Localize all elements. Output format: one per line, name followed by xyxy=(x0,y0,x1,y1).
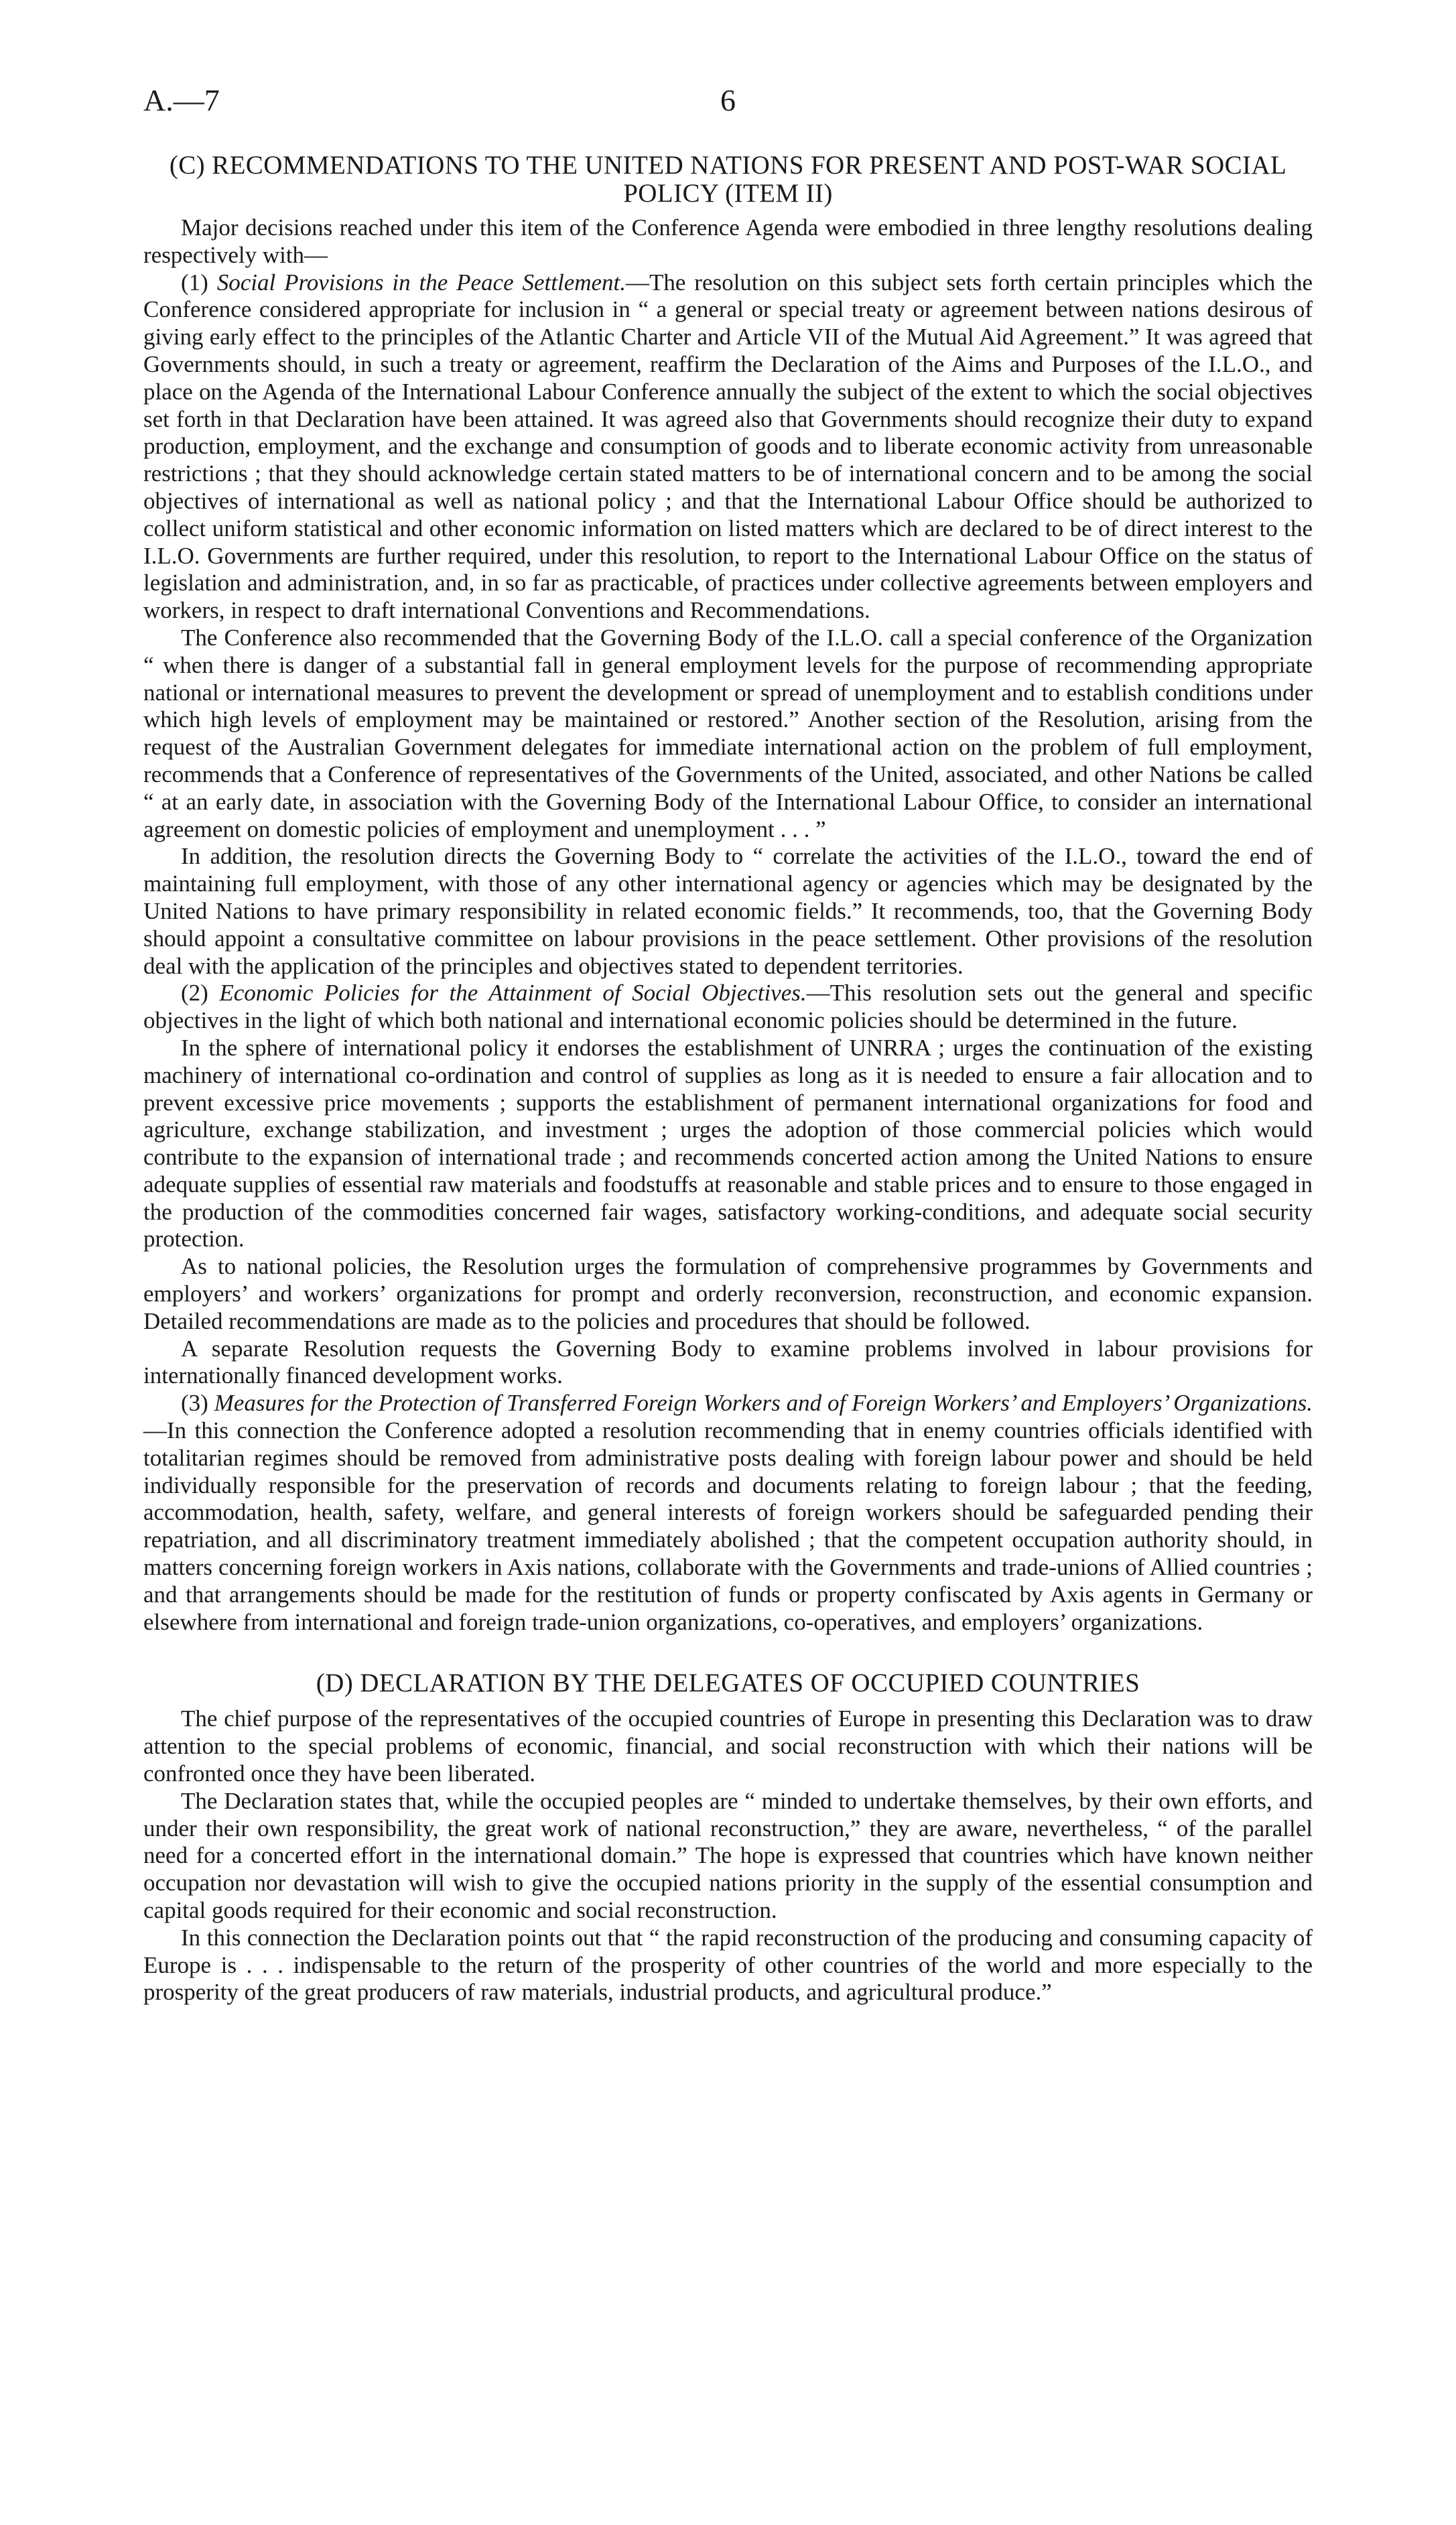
section-c-paragraph-6: As to national policies, the Resolution urges the formulation of comprehensive programmes by Governments and employers’ and workers’ organizations for prompt and orderly reconversion, reconstruction, and economic expansion. Detailed recommendations are made as to the policies and procedures that should be followed. xyxy=(143,1253,1313,1334)
section-c xyxy=(143,151,1313,1636)
section-d-title: (D) DECLARATION BY THE DELEGATES OF OCCUPIED COUNTRIES xyxy=(316,1669,1140,1698)
section-c-intro: Major decisions reached under this item of the Conference Agenda were embodied in three lengthy resolutions dealing respectively with— xyxy=(143,214,1313,268)
item-number: (1) xyxy=(181,269,217,296)
section-c-paragraph-2: The Conference also recommended that the Governing Body of the I.L.O. call a special conference of the Organization “ when there is danger of a substantial fall in general employment levels for the purpose of recommending appropriate national or international measures to prevent the development or spread of unemployment and to establish conditions under which high levels of employment may be maintained or restored.” Another section of the Resolution, arising from the request of the Australian Government delegates for immediate international action on the problem of full employment, recommends that a Conference of representatives of the Governments of the United, associated, and other Nations be called “ at an early date, in association with the Governing Body of the International Labour Office, to consider an international agreement on domestic policies of employment and unemployment . . . ” xyxy=(143,624,1313,842)
section-d-paragraph-3: In this connection the Declaration points out that “ the rapid reconstruction of the producing and consuming capacity of Europe is . . . indispensable to the return of the prosperity of other countries of the world and more especially to the prosperity of the great producers of raw materials, industrial products, and agricultural produce.” xyxy=(143,1924,1313,2006)
section-c-paragraph-1 xyxy=(143,269,1313,625)
item-body: —In this connection the Conference adopted a resolution recommending that in enemy countries officials identified with totalitarian regimes should be removed from administrative posts dealing with foreign labour power and should be held individually responsible for the preservation of records and documents relating to foreign labour ; that the feeding, accommodation, health, safety, welfare, and general interests of foreign workers should be safeguarded pending their repatriation, and all discriminatory treatment immediately abolished ; that the competent occupation authority should, in matters concerning foreign workers in Axis nations, collaborate with the Governments and trade-unions of Allied countries ; and that arrangements should be made for the restitution of funds or property confiscated by Axis agents in Germany or elsewhere from international and foreign trade-union organizations, co-operatives, and employers’ organizations. xyxy=(143,1417,1313,1635)
item-heading: Economic Policies for the Attainment of Social Objectives. xyxy=(219,980,807,1007)
document-reference: A.—7 xyxy=(143,83,220,117)
item-body: —The resolution on this subject sets forth certain principles which the Conference considered appropriate for inclusion in “ a general or special treaty or agreement between nations desirous of giving early effect to the principles of the Atlantic Charter and Article VII of the Mutual Aid Agreement.” It was agreed that Governments should, in such a treaty or agreement, reaffirm the Declaration of the Aims and Purposes of the I.L.O., and place on the Agenda of the International Labour Conference annually the subject of the extent to which the social objectives set forth in that Declaration have been attained. It was agreed also that Governments should recognize their duty to expand production, employment, and the exchange and consumption of goods and to liberate economic activity from unreasonable restrictions ; that they should acknowledge certain stated matters to be of international concern and to be among the social objectives of international as well as national policy ; and that the International Labour Office should be authorized to collect uniform statistical and other economic information on listed matters which are declared to be of direct interest to the I.L.O. Governments are further required, under this resolution, to report to the International Labour Office on the status of legislation and administration, and, in so far as practicable, of practices under collective agreements between employers and workers, in respect to draft international Conventions and Recommendations. xyxy=(143,269,1313,624)
section-c-title: (C) RECOMMENDATIONS TO THE UNITED NATIONS FOR PRESENT AND POST-WAR SOCIAL POLICY (ITEM II) xyxy=(169,151,1287,208)
item-heading: Measures for the Protection of Transferred Foreign Workers and of Foreign Workers’ and Employers’ Organizations. xyxy=(214,1390,1313,1417)
item-number: (3) xyxy=(181,1390,214,1417)
section-c-paragraph-3: In addition, the resolution directs the Governing Body to “ correlate the activities of the I.L.O., toward the end of maintaining full employment, with those of any other international agency or agencies which may be designated by the United Nations to have primary responsibility in related economic fields.” It recommends, too, that the Governing Body should appoint a consultative committee on labour provisions in the peace settlement. Other provisions of the resolution deal with the application of the principles and objectives stated to dependent territories. xyxy=(143,843,1313,979)
section-c-paragraph-4 xyxy=(143,980,1313,1035)
section-d-paragraph-2: The Declaration states that, while the occupied peoples are “ minded to undertake themselves, by their own efforts, and under their own responsibility, the great work of national reconstruction,” they are aware, nevertheless, “ of the parallel need for a concerted effort in the international domain.” The hope is expressed that countries which have known neither occupation nor devastation will wish to give the occupied nations priority in the supply of the essential consumption and capital goods required for their economic and social reconstruction. xyxy=(143,1787,1313,1924)
page-number: 6 xyxy=(720,83,736,117)
section-c-paragraph-5: In the sphere of international policy it endorses the establishment of UNRRA ; urges the continuation of the existing machinery of international co-ordination and control of supplies as long as it is needed to ensure a fair allocation and to prevent excessive price movements ; supports the establishment of permanent international organizations for food and agriculture, exchange stabilization, and investment ; urges the adoption of those commercial policies which would contribute to the expansion of international trade ; and recommends concerted action among the United Nations to ensure adequate supplies of essential raw materials and foodstuffs at reasonable and stable prices and to ensure to those engaged in the production of the commodities concerned fair wages, satisfactory working-conditions, and adequate social security protection. xyxy=(143,1034,1313,1252)
item-heading: Social Provisions in the Peace Settlement. xyxy=(216,269,626,296)
item-number: (2) xyxy=(181,980,220,1007)
section-d-paragraph-1: The chief purpose of the representatives of the occupied countries of Europe in presenting this Declaration was to draw attention to the special problems of economic, financial, and social reconstruction with which their nations will be confronted once they have been liberated. xyxy=(143,1705,1313,1787)
section-c-paragraph-8 xyxy=(143,1390,1313,1636)
item-body: —This resolution sets out the general and specific objectives in the light of which both national and international economic policies should be determined in the future. xyxy=(143,980,1313,1034)
section-d xyxy=(143,1669,1313,2006)
page-header xyxy=(143,80,1313,121)
section-c-paragraph-7: A separate Resolution requests the Governing Body to examine problems involved in labour provisions for internationally financed development works. xyxy=(143,1335,1313,1389)
